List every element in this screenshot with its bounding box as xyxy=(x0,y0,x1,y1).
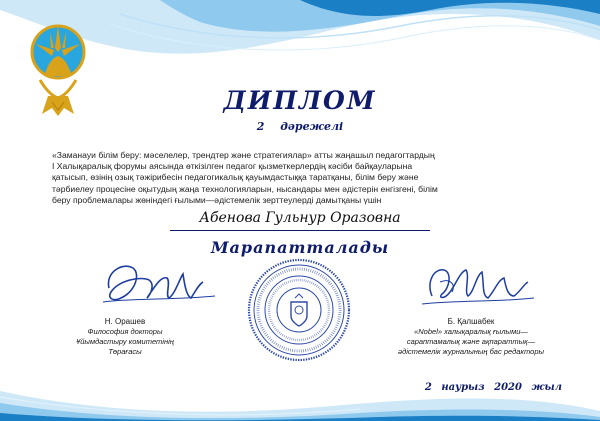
issue-date xyxy=(419,382,562,393)
body-line: қатысып, өзінің озық тәжірибесін педагогикалық қауымдастыққа таратқаны, білім беру және xyxy=(52,172,419,183)
right-signatory-role: «Nobel» халықаралық ғылыми— xyxy=(414,327,528,336)
degree-number: 2 xyxy=(256,120,265,133)
signature-icon xyxy=(95,258,225,308)
left-signatory-name: Н. Орашев xyxy=(104,317,146,326)
left-signatory-role: Философия докторы xyxy=(87,327,163,336)
diploma-title: ДИПЛОМ xyxy=(223,86,377,115)
divider-line xyxy=(170,230,430,231)
right-signatory-name: Б. Қалшабек xyxy=(447,317,495,326)
award-statement: Марапатталады xyxy=(210,238,390,257)
date-year: 2020 xyxy=(494,382,522,393)
right-signatory xyxy=(384,317,558,357)
date-suffix: жыл xyxy=(531,382,562,393)
body-line: I Халықаралық форумы аясында өткізілген педагог қызметкерлердің кәсіби байқауларына xyxy=(52,161,413,172)
body-line: «Заманауи білім беру: мәселелер, трендтер және стратегиялар» атты жаңашыл педагогтардың xyxy=(52,150,435,160)
diploma-body-text xyxy=(52,150,548,206)
degree-line xyxy=(0,120,600,133)
left-signatory-role: Ұйымдастыру комитетінің xyxy=(76,337,174,346)
body-line: тәрбиелеу процесіне оқытудың жаңа технологияларын, нысандары мен әдістерін енгізгені, білім xyxy=(52,183,438,194)
signature-icon xyxy=(410,262,540,310)
left-signatory-role: Төрағасы xyxy=(108,347,142,356)
recipient-name: Абенова Гульнур Оразовна xyxy=(199,210,401,226)
date-day: 2 xyxy=(424,382,432,393)
date-month: наурыз xyxy=(441,382,485,393)
degree-word: дәрежелі xyxy=(280,120,344,133)
left-signatory xyxy=(60,317,190,357)
body-line: беру проблемалары жөніндегі ғылыми—әдістемелік зерттеулерді дамытқаны үшін xyxy=(52,194,382,205)
right-signatory-role: әдістемелік журналының бас редакторы xyxy=(397,347,545,356)
right-signatory-role: сараптамалық және ақпараттық— xyxy=(406,337,536,346)
official-seal-icon xyxy=(247,258,351,362)
